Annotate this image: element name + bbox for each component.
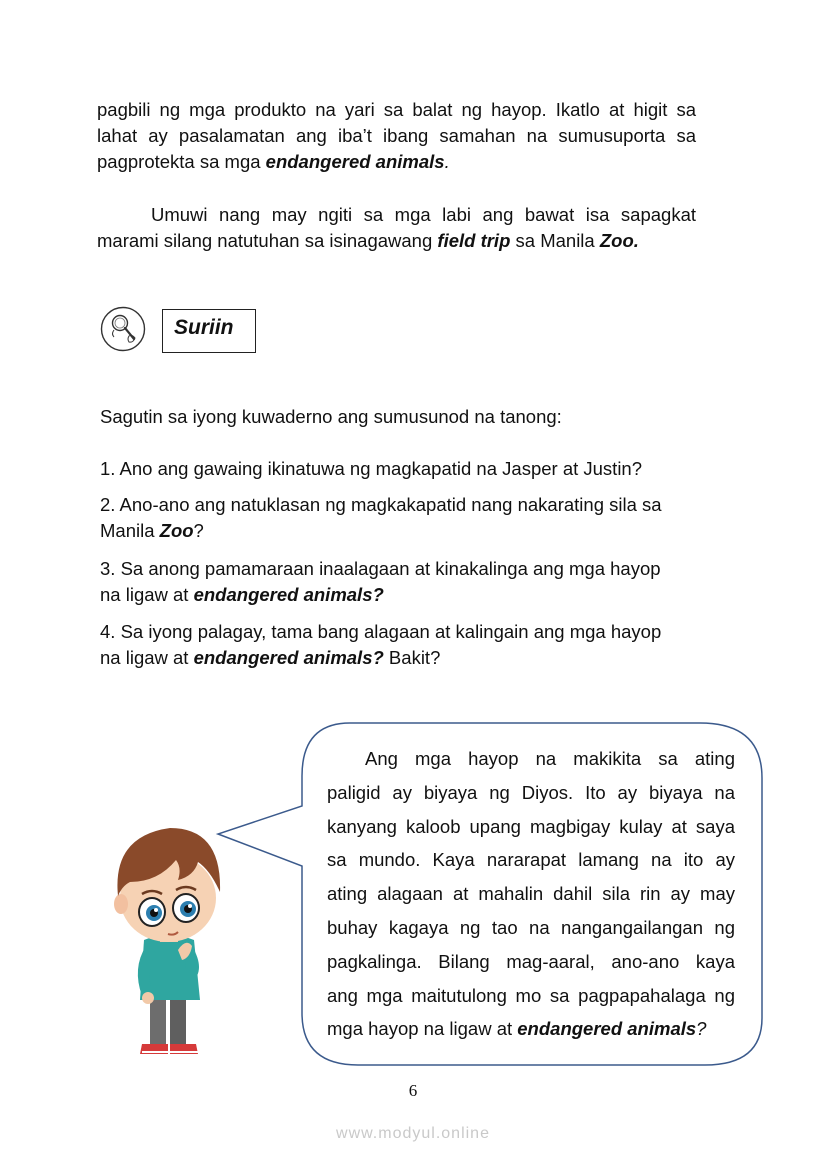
- closing-paragraph: [97, 202, 696, 254]
- instruction-text: Sagutin sa iyong kuwaderno ang sumusunod na tanong:: [100, 406, 562, 427]
- bubble-text: Ang mga hayop na makikita sa ating paligid ay biyaya ng Diyos. Ito ay biyaya na kanyang kaloob upang magbigay kulay at saya sa mundo. Kaya nararapat lamang na ito ay ating alagaan at mahalin dahil sila rin ay may buhay kagaya ng tao na nangangailangan ng pagkalinga. Bilang mag-aaral, ano-ano kaya ang mga maitutulong mo sa pagpapahalaga ng mga hayop na ligaw at endangered animals?: [327, 748, 735, 1040]
- closing-line-2: marami silang natutuhan sa isinagawang field trip sa Manila Zoo.: [97, 230, 639, 251]
- page-number: 6: [408, 1081, 418, 1100]
- intro-line-2: lahat ay pasalamatan ang iba’t ibang samahan na sumusuporta sa: [97, 125, 696, 146]
- emphasis-field-trip: field trip: [437, 230, 511, 251]
- magnifying-glass-icon: [100, 306, 146, 352]
- section-title: Suriin: [174, 316, 234, 339]
- question-2: 2. Ano-ano ang natuklasan ng magkakapatid nang nakarating sila sa Manila Zoo?: [100, 494, 662, 541]
- emphasis-zoo: Zoo.: [599, 230, 639, 251]
- question-3: 3. Sa anong pamamaraan inaalagaan at kinakalinga ang mga hayop na ligaw at endangered animals?: [100, 558, 661, 605]
- question-1: 1. Ano ang gawaing ikinatuwa ng magkapatid na Jasper at Justin?: [100, 458, 643, 479]
- intro-line-3: pagprotekta sa mga endangered animals.: [97, 151, 450, 172]
- question-4: 4. Sa iyong palagay, tama bang alagaan at kalingain ang mga hayop na ligaw at endangered animals? Bakit?: [100, 621, 662, 668]
- intro-paragraph: [97, 97, 696, 175]
- emphasis-zoo: Zoo: [159, 520, 194, 541]
- closing-line-1: Umuwi nang may ngiti sa mga labi ang bawat isa sapagkat: [151, 204, 696, 225]
- emphasis-endangered: endangered animals: [517, 1018, 697, 1040]
- emphasis-endangered: endangered animals: [265, 151, 445, 172]
- thinking-boy-illustration: [98, 800, 228, 1062]
- emphasis-endangered: endangered animals?: [193, 584, 384, 605]
- watermark: www.modyul.online: [336, 1125, 490, 1142]
- emphasis-endangered: endangered animals?: [193, 647, 384, 668]
- intro-line-1: pagbili ng mga produkto na yari sa balat ng hayop. Ikatlo at higit sa: [97, 99, 696, 120]
- section-title-box: [162, 309, 256, 353]
